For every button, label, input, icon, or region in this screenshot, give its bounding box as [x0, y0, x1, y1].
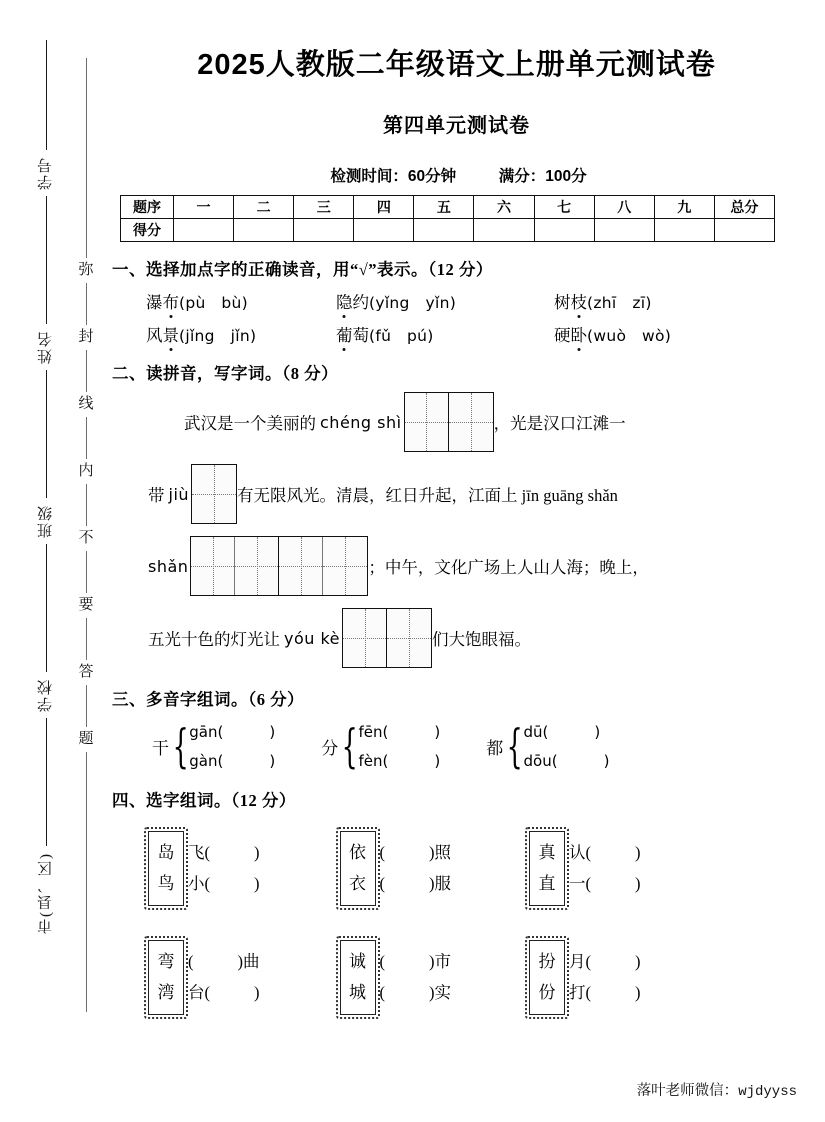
seal-char-8: 题	[78, 731, 94, 747]
char-option[interactable]: 鸟	[157, 874, 175, 894]
word-blank[interactable]	[569, 837, 641, 869]
writing-line-3	[148, 536, 825, 596]
pinyin-options[interactable]: (yǐng yǐn)	[369, 294, 457, 312]
writing-line-1	[184, 392, 825, 452]
table-row-scores	[121, 219, 775, 242]
score-cell-6[interactable]	[474, 219, 534, 242]
seal-rule	[86, 484, 87, 526]
polyphone-group-1	[152, 718, 275, 775]
info-label-student-id: 学号	[37, 156, 54, 190]
word-blank[interactable]	[380, 868, 452, 900]
info-rule	[46, 544, 47, 672]
polyphone-entry[interactable]	[359, 747, 441, 776]
score-cell-7[interactable]	[534, 219, 594, 242]
char-choice-group	[340, 831, 452, 906]
word-prefix: 一(	[569, 874, 591, 894]
seal-rule	[86, 685, 87, 727]
seal-rule	[86, 58, 87, 258]
footer-label: 落叶老师微信：	[636, 1083, 739, 1099]
word-blanks	[380, 837, 452, 900]
sentence-before: 武汉是一个美丽的	[184, 414, 316, 433]
pinyin-label: dū(	[523, 723, 549, 741]
seal-rule	[86, 417, 87, 459]
word-blanks	[569, 946, 641, 1009]
pinyin-prompt: jiù	[168, 484, 190, 504]
word-char-dotted: 布	[163, 289, 180, 313]
word-blank[interactable]	[188, 977, 260, 1009]
tianzige-cell[interactable]	[323, 537, 367, 595]
polyphone-entry[interactable]	[189, 747, 275, 776]
polyphone-entries	[359, 718, 441, 775]
word-prefix: (	[379, 842, 385, 862]
pinyin-choice-item[interactable]	[146, 289, 336, 313]
sentence-before: 带	[148, 486, 165, 505]
score-table-row-label-score: 得分	[121, 219, 174, 242]
polyphone-entries	[524, 718, 610, 775]
seal-line-column	[64, 58, 108, 1068]
pinyin-choice-row-1	[146, 289, 825, 313]
footer-wechat-id: wjdyyss	[738, 1084, 797, 1100]
info-rule	[46, 370, 47, 498]
char-choice-group	[529, 831, 641, 906]
sentence-after: ；中午，文化广场上人山人海；晚上，	[368, 558, 649, 577]
info-label-city-county: 市(县、区)	[37, 852, 54, 934]
polyphone-entries	[189, 718, 275, 775]
word-prefix: 台(	[188, 983, 210, 1003]
word-suffix: )服	[429, 874, 451, 894]
word-char-dotted: 卧	[571, 322, 588, 346]
char-option[interactable]: 湾	[157, 983, 175, 1003]
score-cell-2[interactable]	[234, 219, 294, 242]
sentence-after: 们大饱眼福。	[432, 630, 532, 649]
char-option-box[interactable]	[340, 940, 376, 1015]
pinyin-label: fèn(	[358, 751, 389, 770]
sidebar	[0, 0, 112, 1122]
word-blanks	[188, 837, 260, 900]
seal-char-6: 要	[78, 597, 94, 613]
word-prefix: 打(	[569, 983, 591, 1003]
score-cell-8[interactable]	[594, 219, 654, 242]
char-option-box[interactable]	[529, 940, 565, 1015]
info-rule	[46, 718, 47, 846]
word-blank[interactable]	[188, 946, 260, 978]
word-char-plain: 树	[554, 293, 571, 312]
seal-char-4: 内	[78, 463, 94, 479]
char-option[interactable]: 岛	[157, 843, 175, 862]
tianzige-cell[interactable]	[192, 465, 236, 523]
word-blank[interactable]	[569, 868, 641, 900]
word-blank[interactable]	[380, 977, 452, 1009]
word-char-plain: 风	[146, 326, 163, 345]
tianzige-cell[interactable]	[235, 537, 279, 595]
score-cell-4[interactable]	[354, 219, 414, 242]
tianzige-group[interactable]	[191, 464, 237, 524]
paren-close: )	[594, 723, 601, 741]
sentence-after: 有无限风光。清晨，红日升起，江面上 jīn guāng shǎn	[237, 486, 618, 505]
polyphone-group-3	[486, 718, 609, 775]
tianzige-group[interactable]	[190, 536, 368, 596]
char-option[interactable]: 衣	[349, 874, 366, 894]
word-blanks	[188, 946, 260, 1009]
char-option[interactable]: 份	[538, 983, 556, 1003]
word-prefix: (	[379, 874, 385, 894]
section-heading-4: 四、选字组词。（12 分）	[112, 791, 296, 810]
pinyin-label: fēn(	[358, 723, 389, 741]
section-body-3	[152, 718, 825, 775]
char-choice-group	[148, 831, 260, 906]
word-prefix: (	[379, 983, 385, 1003]
seal-char-7: 答	[78, 664, 94, 680]
info-label-school: 学校	[37, 678, 54, 712]
section-body-1	[112, 289, 825, 346]
pinyin-prompt: chéng shì	[320, 412, 402, 432]
tianzige-cell[interactable]	[191, 537, 235, 595]
char-choice-group	[148, 940, 260, 1015]
brace-icon: {	[506, 718, 523, 773]
tianzige-cell[interactable]	[449, 393, 493, 451]
polyphone-entry[interactable]	[524, 747, 610, 776]
pinyin-options[interactable]: (pù bù)	[179, 294, 249, 312]
score-table	[120, 195, 775, 242]
table-row-question-numbers	[121, 196, 775, 219]
tianzige-cell[interactable]	[405, 393, 449, 451]
paren-close: )	[434, 751, 441, 770]
polyphone-char: 分	[321, 739, 339, 758]
word-char-plain: 约	[352, 293, 369, 312]
polyphone-char: 都	[486, 739, 504, 758]
word-char-dotted: 隐	[336, 289, 353, 313]
seal-rule	[86, 551, 87, 593]
score-table-col-3: 三	[294, 196, 354, 219]
polyphone-char: 干	[152, 739, 169, 758]
info-label-name: 姓名	[37, 330, 54, 364]
exam-meta	[112, 164, 825, 186]
score-table-col-8: 八	[594, 196, 654, 219]
pinyin-choice-item[interactable]	[554, 322, 671, 346]
word-suffix: )	[254, 842, 260, 862]
char-option-box[interactable]	[529, 831, 565, 906]
page-subtitle: 第四单元测试卷	[383, 115, 530, 137]
pinyin-options[interactable]: (wuò wò)	[587, 327, 672, 345]
score-cell-total[interactable]	[714, 219, 774, 242]
info-label-class: 班级	[37, 504, 54, 538]
brace-icon: {	[172, 718, 189, 773]
char-option-box[interactable]	[340, 831, 376, 906]
word-prefix: (	[188, 951, 194, 971]
paren-close: )	[434, 723, 441, 741]
pinyin-label: gàn(	[189, 751, 224, 770]
footer-credit	[637, 1079, 797, 1100]
word-suffix: )	[635, 842, 641, 862]
word-blank[interactable]	[188, 868, 260, 900]
word-blank[interactable]	[569, 946, 641, 978]
pinyin-prompt: shǎn	[148, 556, 189, 576]
seal-char-1: 弥	[78, 262, 94, 278]
pinyin-choice-item[interactable]	[336, 322, 554, 346]
tianzige-cell[interactable]	[343, 609, 387, 667]
char-choice-group	[529, 940, 641, 1015]
polyphone-entry[interactable]	[359, 718, 441, 747]
word-blank[interactable]	[569, 977, 641, 1009]
char-choice-row-1	[148, 831, 825, 906]
seal-char-5: 不	[78, 530, 94, 546]
pinyin-prompt: yóu kè	[284, 628, 341, 648]
paren-close: )	[603, 751, 610, 770]
word-prefix: 小(	[188, 874, 210, 894]
score-cell-1[interactable]	[174, 219, 234, 242]
score-table-col-6: 六	[474, 196, 534, 219]
score-table-col-2: 二	[234, 196, 294, 219]
seal-char-2: 封	[78, 329, 94, 345]
score-cell-3[interactable]	[294, 219, 354, 242]
word-suffix: )	[254, 874, 260, 894]
char-choice-group	[340, 940, 452, 1015]
polyphone-group-2	[321, 718, 440, 775]
score-table-col-5: 五	[414, 196, 474, 219]
main-content	[112, 0, 825, 1122]
paren-close: )	[269, 751, 276, 770]
page-title: 2025人教版二年级语文上册单元测试卷	[197, 49, 716, 81]
brace-icon: {	[341, 718, 358, 773]
tianzige-group[interactable]	[342, 608, 432, 668]
pinyin-options[interactable]: (zhī zī)	[587, 294, 652, 312]
word-prefix: 月(	[569, 951, 591, 971]
char-option[interactable]: 诚	[349, 951, 366, 971]
pinyin-options[interactable]: (fǔ pú)	[369, 327, 434, 345]
sentence-after: ，光是汉口江滩一	[493, 414, 626, 433]
pinyin-choice-item[interactable]	[554, 289, 652, 313]
info-rule	[46, 40, 47, 150]
score-table-col-7: 七	[534, 196, 594, 219]
score-table-col-1: 一	[174, 196, 234, 219]
word-char-plain: 萄	[352, 326, 369, 345]
pinyin-label: gān(	[189, 723, 224, 741]
score-table-col-9: 九	[654, 196, 714, 219]
pinyin-choice-item[interactable]	[336, 289, 554, 313]
pinyin-label: dōu(	[523, 751, 558, 770]
pinyin-choice-item[interactable]	[146, 322, 336, 346]
pinyin-options[interactable]: (jǐng jǐn)	[179, 327, 257, 345]
seal-char-3: 线	[78, 396, 94, 412]
char-option[interactable]: 真	[538, 843, 556, 862]
word-char-dotted: 景	[163, 322, 180, 346]
word-prefix: (	[379, 951, 385, 971]
char-option[interactable]: 城	[349, 983, 366, 1003]
char-choice-row-2	[148, 940, 825, 1015]
tianzige-cell[interactable]	[279, 537, 323, 595]
char-option[interactable]: 扮	[538, 951, 556, 971]
score-table-col-4: 四	[354, 196, 414, 219]
word-suffix: )	[635, 874, 641, 894]
word-suffix: )	[635, 951, 641, 971]
word-suffix: )	[254, 983, 260, 1003]
word-blanks	[380, 946, 452, 1009]
char-option[interactable]: 弯	[157, 951, 175, 971]
section-heading-1: 一、选择加点字的正确读音，用“√”表示。（12 分）	[112, 260, 493, 279]
seal-rule	[86, 618, 87, 660]
tianzige-cell[interactable]	[387, 609, 431, 667]
word-blank[interactable]	[380, 946, 452, 978]
word-char-dotted: 葡	[336, 322, 353, 346]
word-suffix: )	[635, 983, 641, 1003]
char-option-box[interactable]	[148, 940, 184, 1015]
word-char-plain: 硬	[554, 326, 571, 345]
tianzige-group[interactable]	[404, 392, 494, 452]
char-option-box[interactable]	[148, 831, 184, 906]
pinyin-choice-row-2	[146, 322, 825, 346]
score-cell-5[interactable]	[414, 219, 474, 242]
seal-rule	[86, 752, 87, 1012]
word-blank[interactable]	[380, 837, 452, 869]
word-char-dotted: 枝	[571, 289, 588, 313]
section-body-2	[112, 392, 825, 668]
score-table-col-total: 总分	[714, 196, 774, 219]
score-table-row-label-question: 题序	[121, 196, 174, 219]
word-suffix: )实	[429, 983, 451, 1003]
writing-line-4	[148, 608, 825, 668]
word-blank[interactable]	[188, 837, 260, 869]
word-prefix: 认(	[569, 842, 591, 862]
paren-close: )	[269, 723, 276, 741]
exam-time: 检测时间：60分钟	[330, 168, 457, 185]
word-char-plain: 瀑	[146, 293, 163, 312]
char-option[interactable]: 依	[349, 843, 366, 862]
polyphone-entry[interactable]	[524, 718, 610, 747]
score-table-wrapper	[120, 195, 775, 242]
seal-rule	[86, 350, 87, 392]
word-blanks	[569, 837, 641, 900]
section-heading-2: 二、读拼音，写字词。（8 分）	[112, 364, 339, 383]
word-prefix: 飞(	[188, 842, 210, 862]
seal-rule	[86, 283, 87, 325]
exam-full-score: 满分：100分	[498, 168, 587, 185]
word-suffix: )市	[429, 951, 451, 971]
polyphone-entry[interactable]	[189, 718, 275, 747]
writing-line-2	[148, 464, 825, 524]
word-suffix: )曲	[237, 951, 260, 971]
word-suffix: )照	[429, 842, 451, 862]
score-cell-9[interactable]	[654, 219, 714, 242]
sentence-before: 五光十色的灯光让	[148, 630, 280, 649]
info-rule	[46, 196, 47, 324]
char-option[interactable]: 直	[538, 874, 556, 894]
section-heading-3: 三、多音字组词。（6 分）	[112, 690, 305, 709]
